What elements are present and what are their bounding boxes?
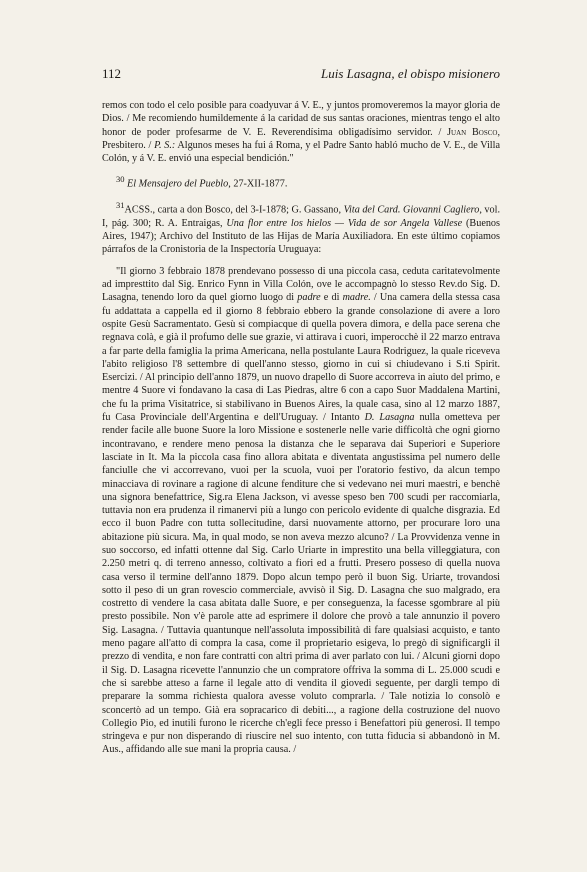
paragraph-gap — [102, 257, 500, 265]
letter-ps-label: P. S.: — [154, 139, 176, 151]
page-header — [102, 66, 500, 86]
letter-paragraph — [102, 99, 500, 165]
footnote-31-number: 31 — [116, 200, 125, 211]
footnote-30-title: El Mensajero del Pueblo — [127, 178, 229, 190]
letter-author: Juan Bosco — [447, 126, 498, 138]
body-text — [102, 99, 500, 757]
footnote-30-number: 30 — [116, 174, 125, 185]
footnote-31 — [102, 199, 500, 257]
paragraph-gap — [102, 165, 500, 173]
quote-text-1: "Il giorno 3 febbraio 1878 prendevano possesso di una piccola casa, ceduta caritatevolmente ad impresttito dal Sig. Enrico Fynn in Villa Colón, ove le accompagnò lo stesso Rev.do Sig. D. Lasagna, tenendo loro da quel giorno luogo di — [102, 265, 500, 304]
footnote-31-italic-2: Una flor entre los hielos — Vida de sor Angela Vallese — [226, 217, 463, 229]
quoted-chronicle — [102, 265, 500, 757]
letter-text-1: remos con todo el celo posible para coadyuvar á V. E., y juntos promoveremos la mayor gloria de Dios. / Me recomiendo humildemente á la caridad de sus santas oraciones, mientras tengo el alto honor de poder profesarme de V. E. Reverendísima obligadísimo servidor. / — [102, 100, 500, 138]
quote-italic-padre: padre — [297, 292, 321, 304]
footnote-31-italic-1: Vita del Card. Giovanni Cagliero — [343, 204, 480, 216]
letter-text-2: , Presbitero. / — [102, 126, 500, 151]
letter-text-3: Algunos meses ha fui á Roma, y el Padre Santo habló mucho de V. E., de Villa Colón, y á V. E. envió una especial bendición." — [102, 139, 500, 165]
quote-text-2: / Una camera della stessa casa fu addattata a cappella ed il giorno 8 febbraio ebbero la grande consolazione di avere a loro ospite Gesù Sacramentato. Gesù si compiacque di quella povera dimora, e della pace serena che regnava colà, e già il profumo delle sue grazie, vi attirava i cuori, imperocchè il 22 marzo entrava a far parte della famiglia la prima Americana, nella postulante Laura Rodriguez, la quale riceveva l'abito religioso l'8 settembre di quell'anno stesso, giorno in cui si chiudevano i S.ti Spirit. Esercizi. / Al principio dell'anno 1879, un nuovo drapello di Suore accorreva in aiuto del primo, e mentre 4 Suore vi fondavano la casa di Las Piedras, altre 6 con a capo Suor Maddalena Martini, che fu la prima Visitatrice, si stabilivano in Buenos Aires, la quale casa, sino al 12 marzo 1887, fu Casa Provinciale dell'Argentina e dell'Uruguay. / Intanto — [102, 292, 501, 424]
quote-text-3: nulla ometteva per render facile alle buone Suore la loro Missione e sostenerle nelle varie difficoltà che ogni giorno incontravano, e rendere meno penosa la distanza che le separava dai Superiori e Superiore lasciate in It. Ma la piccola casa fino allora abitata e diventata angustissima pel numero delle fanciulle che vi accorrevano, vuoi per la scuola, vuoi per l'oratorio festivo, da alcun tempo minacciava di rovinare a ragione di alcune fenditure che si vedevano nei muri maestri, e benchè una signora benefattrice, Sig.ra Elena Jackson, vi avesse speso ben 700 scudi per raccomiarla, tuttavia non era prudenza il rimanervi più a lungo con pericolo evidente di qualche disgrazia. Ed ecco il buon Padre con tutta sollecitudine, darsi nuovamente attorno, per procurare loro una abitazione più sicura. Ma, in qual modo, se non aveva mezzo alcuno? / La Provvidenza venne in suo soccorso, ed infatti ottenne dal Sig. Carlo Uriarte in imprestito una bella villeggiatura, con 2.250 metri q. di terreno annesso, coltivato a fiori ed a frutti. Presero posseso di quella nuova casa verso il termine dell'anno 1879. Dopo alcun tempo però il buon Sig. Uriarte, trovandosi sotto il peso di un gran rovescio commerciale, avvisò il Sig. D. Lasagna che suo malgrado, era costretto di vendere la casa abitata dalle Suore, e per conseguenza, la facesse sgombrare al più presto possibile. Non v'è parole atte ad esprimere il dolore che provò a tale annunzio il povero Sig. Lasagna. / Tuttavia quantunque nell'assoluta impossibilità di fare qualsiasi acquisto, e tanto meno pagare all'atto di compra la casa, come il proprietario esigeva, lo pregò di significargli il prezzo di vendita, e non fare contratti con altri prima di aver parlato con lui. / Alcuni giorni dopo il Sig. D. Lasagna ricevette l'annunzio che un compratore offriva la somma di L. 25.000 scudi e che si sarebbe atteso a farne il legale atto di vendita il giovedì seguente, per dargli tempo di preparare la somma richiesta qualora avesse voluto comprarla. / Tale notizia lo consolò e sconcertò ad un tempo. Già era sopracarico di debiti..., a ragione della costruzione del nuovo Collegio Pio, ed inutili furono le ricerche ch'egli fece presso i Benefattori più generosi. Il tempo stringeva e pur non disperando di riuscire nel suo intento, con tutta fiducia si abbandonò in M. Aus., affidando alle sue mani la propria causa. / — [102, 412, 500, 756]
footnote-31-part-3: (Buenos Aires, 1947); Archivo del Instituto de las Hijas de María Auxiliadora. En este último copiamos párrafos de la Cronistoria de la Inspectoría Uruguaya: — [102, 217, 500, 256]
quote-text-mid: e di — [320, 292, 343, 304]
quote-italic-madre: madre. — [342, 292, 371, 304]
paragraph-gap — [102, 191, 500, 199]
footnote-30-rest: , 27-XII-1877. — [228, 178, 288, 190]
footnote-30 — [102, 173, 500, 191]
quote-italic-lasagna: D. Lasagna — [364, 412, 415, 424]
footnote-31-part-2: , vol. I, pág. 300; R. A. Entraigas, — [102, 204, 500, 229]
running-title: Luis Lasagna, el obispo misionero — [320, 66, 500, 81]
footnote-31-part-1: ACSS., carta a don Bosco, del 3-I-1878; G. Gassano, — [124, 204, 344, 216]
page-number: 112 — [102, 66, 122, 81]
